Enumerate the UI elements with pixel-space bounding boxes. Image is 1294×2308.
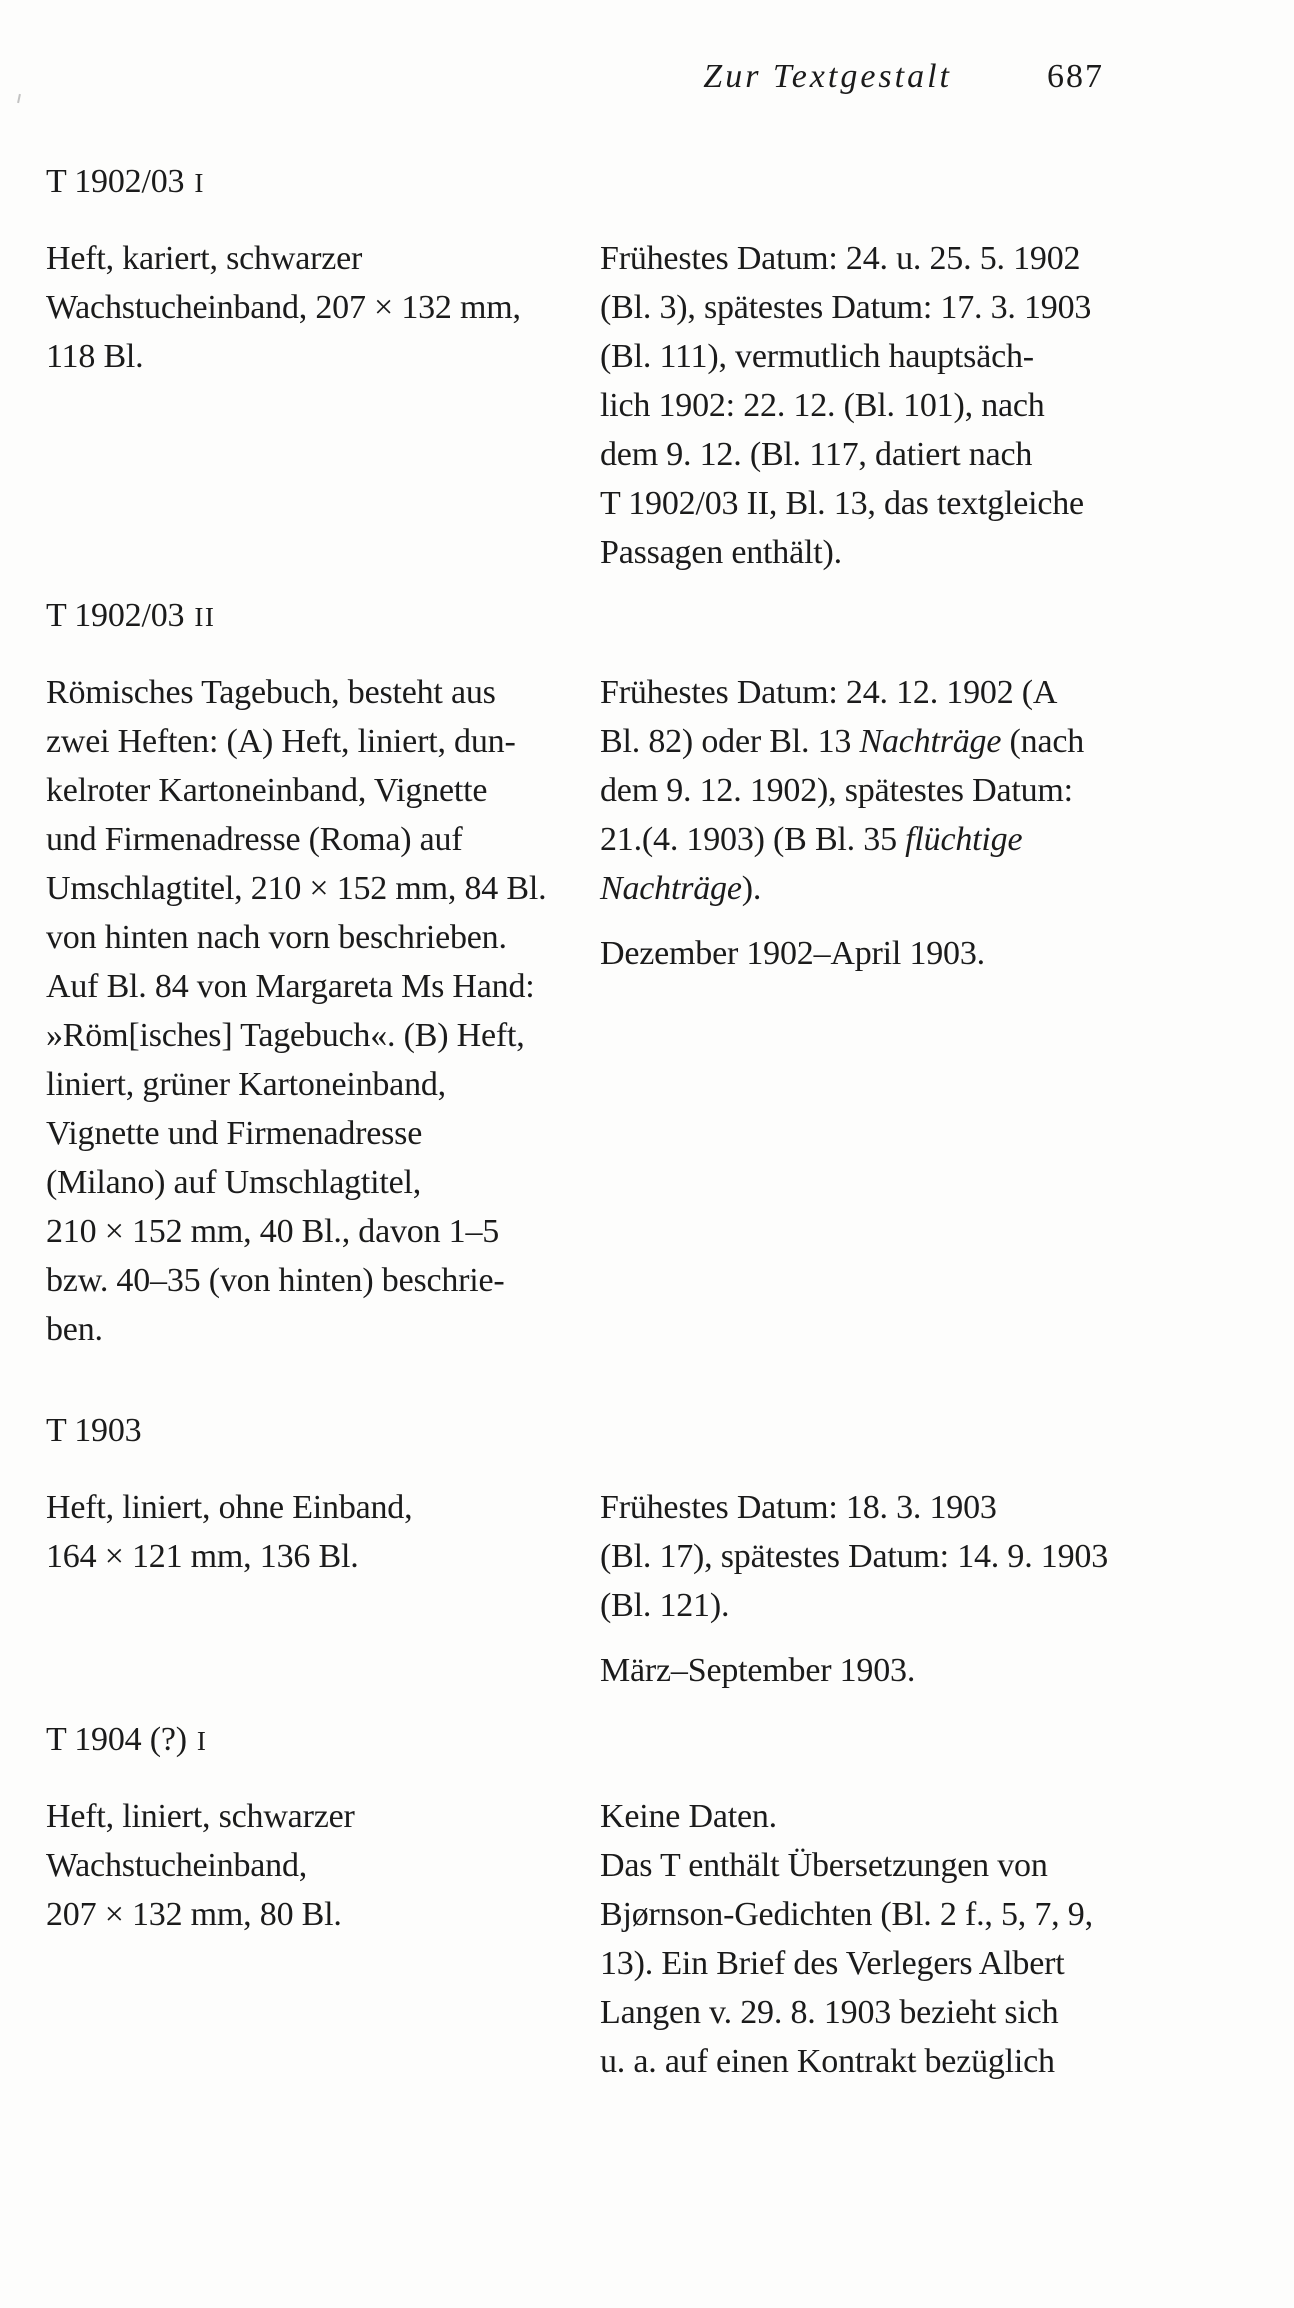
dating-paragraph bbox=[600, 1483, 1109, 1630]
text-line: Frühestes Datum: 24. 12. 1902 (A bbox=[600, 674, 1058, 711]
entry-heading-numeral: I bbox=[194, 168, 205, 198]
text-run-italic: Nachträge bbox=[600, 870, 742, 907]
dating-paragraph bbox=[600, 234, 1104, 577]
text-line: (Bl. 3), spätestes Datum: 17. 3. 1903 bbox=[600, 289, 1092, 326]
text-line bbox=[600, 717, 1104, 766]
entry-t1902-03-i bbox=[46, 157, 1104, 577]
description-paragraph bbox=[46, 1483, 600, 1581]
text-line: lich 1902: 22. 12. (Bl. 101), nach bbox=[600, 387, 1045, 424]
entry-heading bbox=[46, 591, 1104, 642]
text-line: zwei Heften: (A) Heft, liniert, dun- bbox=[46, 723, 516, 760]
text-line: Auf Bl. 84 von Margareta Ms Hand: bbox=[46, 968, 535, 1005]
text-line: (Bl. 121). bbox=[600, 1587, 730, 1624]
text-line: kelroter Kartoneinband, Vignette bbox=[46, 772, 488, 809]
dating-summary-paragraph bbox=[600, 929, 1104, 978]
text-line: 164 × 121 mm, 136 Bl. bbox=[46, 1538, 359, 1575]
text-line: ben. bbox=[46, 1311, 103, 1348]
text-line: (Bl. 17), spätestes Datum: 14. 9. 1903 bbox=[600, 1538, 1109, 1575]
text-line: dem 9. 12. 1902), spätestes Datum: bbox=[600, 772, 1073, 809]
text-line: von hinten nach vorn beschrieben. bbox=[46, 919, 507, 956]
text-run-italic: flüchtige bbox=[905, 821, 1023, 858]
text-line: Wachstucheinband, bbox=[46, 1847, 308, 1884]
page-number: 687 bbox=[1047, 58, 1104, 95]
dating-paragraph bbox=[600, 668, 1104, 913]
text-line: liniert, grüner Kartoneinband, bbox=[46, 1066, 446, 1103]
entry-body bbox=[46, 1483, 1109, 1695]
dating-column bbox=[600, 234, 1104, 577]
text-line: dem 9. 12. (Bl. 117, datiert nach bbox=[600, 436, 1033, 473]
text-line: Das T enthält Übersetzungen von bbox=[600, 1847, 1048, 1884]
description-column bbox=[46, 668, 600, 1354]
entry-heading-numeral: II bbox=[194, 602, 216, 632]
dating-column bbox=[600, 668, 1104, 978]
text-run: (nach bbox=[1001, 723, 1085, 760]
text-line: Umschlagtitel, 210 × 152 mm, 84 Bl. bbox=[46, 870, 547, 907]
entry-heading bbox=[46, 1406, 1104, 1457]
text-line: Vignette und Firmenadresse bbox=[46, 1115, 423, 1152]
text-line: 207 × 132 mm, 80 Bl. bbox=[46, 1896, 342, 1933]
text-run: ). bbox=[741, 870, 762, 907]
description-column bbox=[46, 1792, 600, 1939]
text-line: 13). Ein Brief des Verlegers Albert bbox=[600, 1945, 1065, 1982]
text-line: bzw. 40–35 (von hinten) beschrie- bbox=[46, 1262, 505, 1299]
entry-heading-label: T 1904 (?) bbox=[46, 1721, 187, 1758]
text-line: Keine Daten. bbox=[600, 1798, 777, 1835]
dating-paragraph bbox=[600, 1792, 1104, 2086]
text-line: 118 Bl. bbox=[46, 338, 144, 375]
entry-body bbox=[46, 234, 1104, 577]
entry-heading-label: T 1902/03 bbox=[46, 597, 185, 634]
entry-body bbox=[46, 1792, 1104, 2086]
text-line: 210 × 152 mm, 40 Bl., davon 1–5 bbox=[46, 1213, 500, 1250]
dating-column bbox=[600, 1792, 1104, 2086]
description-paragraph bbox=[46, 234, 600, 381]
text-line: (Milano) auf Umschlagtitel, bbox=[46, 1164, 422, 1201]
text-run: Bl. 82) oder Bl. 13 bbox=[600, 723, 860, 760]
running-header bbox=[46, 52, 1104, 101]
entry-t1904-i bbox=[46, 1715, 1104, 2086]
entry-heading bbox=[46, 157, 1104, 208]
dating-column bbox=[600, 1483, 1109, 1695]
text-run: 21.(4. 1903) (B Bl. 35 bbox=[600, 821, 906, 858]
text-line: Passagen enthält). bbox=[600, 534, 842, 571]
text-line bbox=[600, 815, 1104, 864]
description-column bbox=[46, 234, 600, 381]
text-line: Heft, liniert, ohne Einband, bbox=[46, 1489, 413, 1526]
text-run-italic: Nachträge bbox=[859, 723, 1002, 760]
text-line bbox=[600, 864, 1104, 913]
text-line: Römisches Tagebuch, besteht aus bbox=[46, 674, 496, 711]
text-line: (Bl. 111), vermutlich hauptsäch- bbox=[600, 338, 1034, 375]
description-paragraph bbox=[46, 668, 600, 1354]
text-line: Bjørnson-Gedichten (Bl. 2 f., 5, 7, 9, bbox=[600, 1896, 1093, 1933]
entry-body bbox=[46, 668, 1104, 1354]
entry-heading-numeral: I bbox=[196, 1726, 208, 1756]
text-line: und Firmenadresse (Roma) auf bbox=[46, 821, 463, 858]
entry-heading-label: T 1903 bbox=[46, 1412, 142, 1449]
text-line: Heft, kariert, schwarzer bbox=[46, 240, 363, 277]
text-line: Wachstucheinband, 207 × 132 mm, bbox=[46, 289, 521, 326]
text-line: u. a. auf einen Kontrakt bezüglich bbox=[600, 2043, 1055, 2080]
scan-artifact bbox=[17, 94, 21, 103]
text-line: Heft, liniert, schwarzer bbox=[46, 1798, 355, 1835]
text-line: Dezember 1902–April 1903. bbox=[600, 935, 985, 972]
book-page bbox=[0, 52, 1294, 2086]
entry-heading bbox=[46, 1715, 1104, 1766]
entry-t1902-03-ii bbox=[46, 591, 1104, 1354]
description-paragraph bbox=[46, 1792, 600, 1939]
entry-t1903 bbox=[46, 1406, 1109, 1695]
text-line: »Röm[isches] Tagebuch«. (B) Heft, bbox=[46, 1017, 525, 1054]
running-header-title: Zur Textgestalt bbox=[703, 58, 952, 95]
text-line: Langen v. 29. 8. 1903 bezieht sich bbox=[600, 1994, 1059, 2031]
text-line: Frühestes Datum: 24. u. 25. 5. 1902 bbox=[600, 240, 1081, 277]
text-line: März–September 1903. bbox=[600, 1652, 916, 1689]
text-line: T 1902/03 II, Bl. 13, das textgleiche bbox=[600, 485, 1084, 522]
entry-heading-label: T 1902/03 bbox=[46, 163, 185, 200]
description-column bbox=[46, 1483, 600, 1581]
dating-summary-paragraph bbox=[600, 1646, 1104, 1695]
text-line: Frühestes Datum: 18. 3. 1903 bbox=[600, 1489, 997, 1526]
